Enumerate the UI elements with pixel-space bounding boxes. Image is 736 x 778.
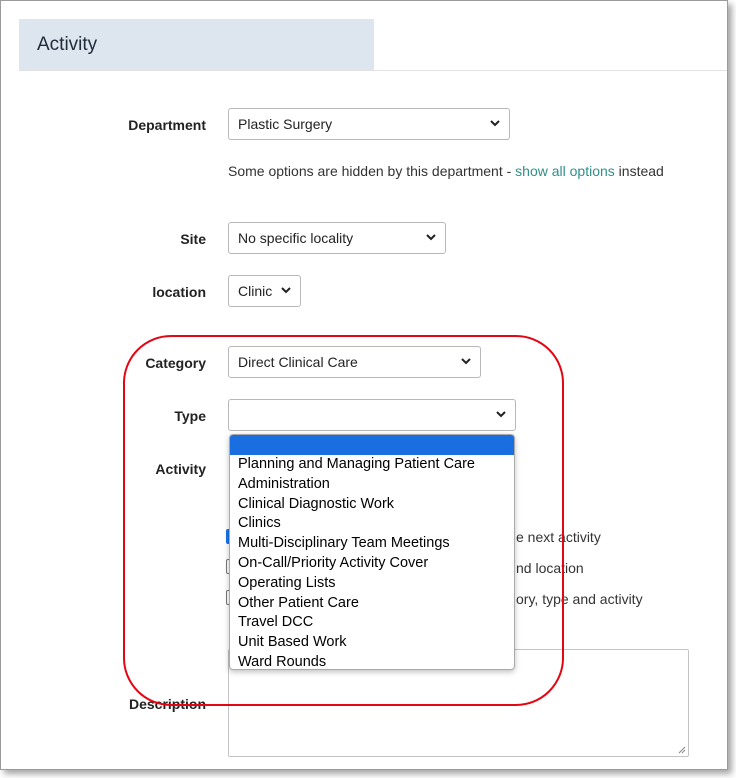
option-text-3: ory, type and activity: [516, 591, 643, 607]
activity-label: Activity: [155, 461, 206, 477]
type-dropdown-list[interactable]: [229, 434, 515, 670]
tab-activity-label: Activity: [37, 34, 98, 55]
category-label: Category: [145, 355, 206, 371]
chevron-down-icon: [426, 223, 436, 253]
category-select-value: Direct Clinical Care: [238, 354, 358, 370]
hint-suffix: instead: [614, 163, 664, 179]
dropdown-option[interactable]: Planning and Managing Patient Care: [238, 456, 475, 472]
dropdown-option[interactable]: Unit Based Work: [238, 634, 347, 651]
site-select[interactable]: [228, 222, 446, 254]
dropdown-option[interactable]: Clinics: [238, 515, 281, 532]
dropdown-option[interactable]: Multi-Disciplinary Team Meetings: [238, 535, 450, 552]
chevron-down-icon: [490, 109, 500, 139]
description-label: Description: [128, 696, 206, 712]
chevron-down-icon: [461, 347, 471, 377]
site-label: Site: [180, 231, 206, 247]
option-text-1: e next activity: [516, 529, 601, 545]
location-select-value: Clinic: [238, 283, 273, 299]
type-select[interactable]: [228, 399, 516, 431]
chevron-down-icon: [496, 400, 506, 430]
location-label: location: [152, 284, 206, 300]
dropdown-option[interactable]: Administration: [238, 475, 330, 492]
dropdown-option[interactable]: Travel DCC: [238, 614, 314, 631]
dropdown-option[interactable]: On-Call/Priority Activity Cover: [238, 554, 429, 571]
dropdown-option[interactable]: Ward Rounds: [238, 653, 327, 670]
chevron-down-icon: [281, 276, 291, 306]
dropdown-option[interactable]: Other Patient Care: [238, 594, 359, 611]
dropdown-option[interactable]: Clinical Diagnostic Work: [238, 495, 395, 512]
site-select-value: No specific locality: [238, 230, 354, 246]
tab-divider: [19, 70, 727, 71]
hint-prefix: Some options are hidden by this department -: [228, 163, 516, 179]
dropdown-option[interactable]: Operating Lists: [238, 574, 336, 591]
resize-handle-icon[interactable]: [677, 745, 686, 754]
location-select[interactable]: [228, 275, 301, 307]
type-label: Type: [174, 408, 206, 424]
department-select[interactable]: [228, 108, 510, 140]
department-hint: [228, 163, 664, 179]
tab-activity[interactable]: [19, 19, 374, 70]
category-select[interactable]: [228, 346, 481, 378]
department-select-value: Plastic Surgery: [238, 116, 333, 132]
dropdown-option-empty[interactable]: [230, 435, 514, 455]
show-all-options-link[interactable]: show all options: [515, 163, 615, 179]
department-label: Department: [128, 117, 206, 133]
option-text-2: nd location: [516, 560, 584, 576]
